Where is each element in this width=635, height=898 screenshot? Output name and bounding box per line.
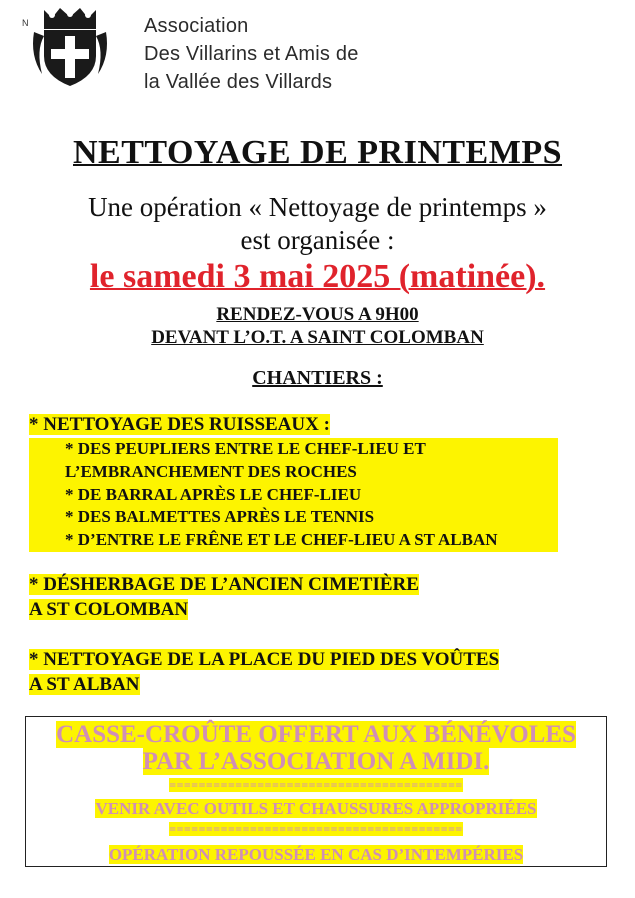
list-item: * DE BARRAL APRÈS LE CHEF-LIEU bbox=[29, 484, 558, 507]
desherbage-line-1: * DÉSHERBAGE DE L’ANCIEN CIMETIÈRE bbox=[29, 574, 419, 595]
savoy-coat-of-arms-logo bbox=[30, 6, 110, 88]
meeting-point bbox=[0, 303, 635, 349]
desherbage-item bbox=[29, 572, 419, 622]
association-line-1: Association bbox=[144, 15, 249, 37]
intro-line-2: est organisée : bbox=[240, 225, 395, 255]
notice-line-3: VENIR AVEC OUTILS ET CHAUSSURES APPROPRIÉES bbox=[95, 799, 537, 818]
association-line-2: Des Villarins et Amis de bbox=[144, 43, 359, 65]
place-line-1: * NETTOYAGE DE LA PLACE DU PIED DES VOÛTES bbox=[29, 649, 500, 670]
association-name bbox=[144, 12, 359, 96]
notice-separator-2: ======================================== bbox=[169, 822, 463, 836]
intro-line-1: Une opération « Nettoyage de printemps » bbox=[88, 192, 547, 222]
place-line-2: A ST ALBAN bbox=[29, 674, 140, 695]
meeting-place: DEVANT L’O.T. A SAINT COLOMBAN bbox=[151, 327, 484, 348]
list-item: L’EMBRANCHEMENT DES ROCHES bbox=[29, 461, 558, 484]
list-item: * DES PEUPLIERS ENTRE LE CHEF-LIEU ET bbox=[29, 438, 558, 461]
ruisseaux-heading: * NETTOYAGE DES RUISSEAUX : bbox=[29, 414, 330, 435]
event-date: le samedi 3 mai 2025 (matinée). bbox=[89, 258, 546, 295]
association-line-3: la Vallée des Villards bbox=[144, 71, 333, 93]
intro-text bbox=[0, 191, 635, 257]
page-title: NETTOYAGE DE PRINTEMPS bbox=[73, 134, 562, 171]
list-item: * DES BALMETTES APRÈS LE TENNIS bbox=[29, 506, 558, 529]
notice-line-2: PAR L’ASSOCIATION A MIDI. bbox=[142, 748, 490, 775]
list-item: * D’ENTRE LE FRÊNE ET LE CHEF-LIEU A ST ALBAN bbox=[29, 529, 558, 552]
notice-line-1: CASSE-CROÛTE OFFERT AUX BÉNÉVOLES bbox=[56, 721, 576, 748]
notice-line-4: OPÉRATION REPOUSSÉE EN CAS D’INTEMPÉRIES bbox=[108, 845, 524, 864]
chantiers-heading: CHANTIERS : bbox=[252, 367, 383, 389]
notice-separator-1: ======================================== bbox=[169, 778, 463, 792]
corner-mark: N bbox=[22, 18, 29, 28]
meeting-time: RENDEZ-VOUS A 9H00 bbox=[216, 304, 419, 325]
ruisseaux-list bbox=[29, 438, 558, 552]
desherbage-line-2: A ST COLOMBAN bbox=[29, 599, 189, 620]
notice-box bbox=[25, 716, 607, 867]
place-item bbox=[29, 647, 499, 697]
